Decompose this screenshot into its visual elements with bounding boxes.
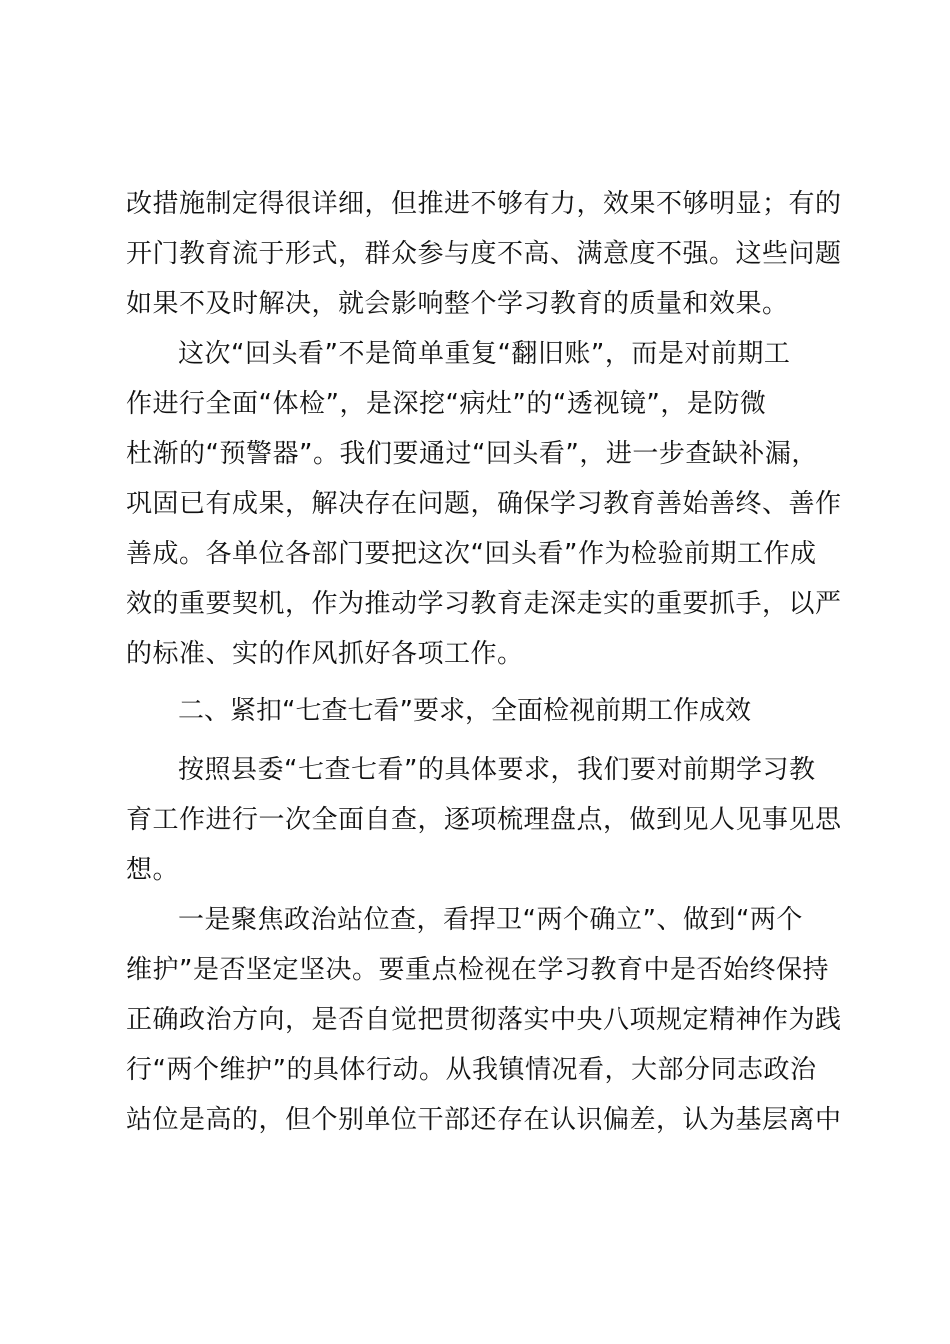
paragraph-start-line: 这次“回头看”不是简单重复“翻旧账”，而是对前期工 [178, 339, 791, 369]
text-line: 站位是高的，但个别单位干部还存在认识偏差，认为基层离中 [126, 1105, 842, 1135]
text-line: 育工作进行一次全面自查，逐项梳理盘点，做到见人见事见思 [126, 805, 842, 835]
paragraph-start-line: 按照县委“七查七看”的具体要求，我们要对前期学习教 [178, 755, 816, 785]
text-line: 巩固已有成果，解决存在问题，确保学习教育善始善终、善作 [126, 489, 842, 519]
text-line: 想。 [126, 855, 180, 885]
text-line: 效的重要契机，作为推动学习教育走深走实的重要抓手，以严 [126, 589, 842, 619]
text-line: 作进行全面“体检”，是深挖“病灶”的“透视镜”，是防微 [126, 389, 767, 419]
text-line: 改措施制定得很详细，但推进不够有力，效果不够明显；有的 [126, 189, 842, 219]
text-line: 开门教育流于形式，群众参与度不高、满意度不强。这些问题 [126, 239, 842, 269]
text-line: 正确政治方向，是否自觉把贯彻落实中央八项规定精神作为践 [126, 1005, 842, 1035]
text-line: 杜渐的“预警器”。我们要通过“回头看”，进一步查缺补漏， [126, 439, 818, 469]
text-line: 善成。各单位各部门要把这次“回头看”作为检验前期工作成 [126, 539, 817, 569]
section-heading: 二、紧扣“七查七看”要求，全面检视前期工作成效 [178, 696, 751, 726]
text-line: 维护”是否坚定坚决。要重点检视在学习教育中是否始终保持 [126, 955, 829, 985]
text-line: 如果不及时解决，就会影响整个学习教育的质量和效果。 [126, 289, 789, 319]
paragraph-start-line: 一是聚焦政治站位查，看捍卫“两个确立”、做到“两个 [178, 905, 803, 935]
text-line: 行“两个维护”的具体行动。从我镇情况看，大部分同志政治 [126, 1055, 817, 1085]
text-line: 的标准、实的作风抓好各项工作。 [126, 639, 524, 669]
